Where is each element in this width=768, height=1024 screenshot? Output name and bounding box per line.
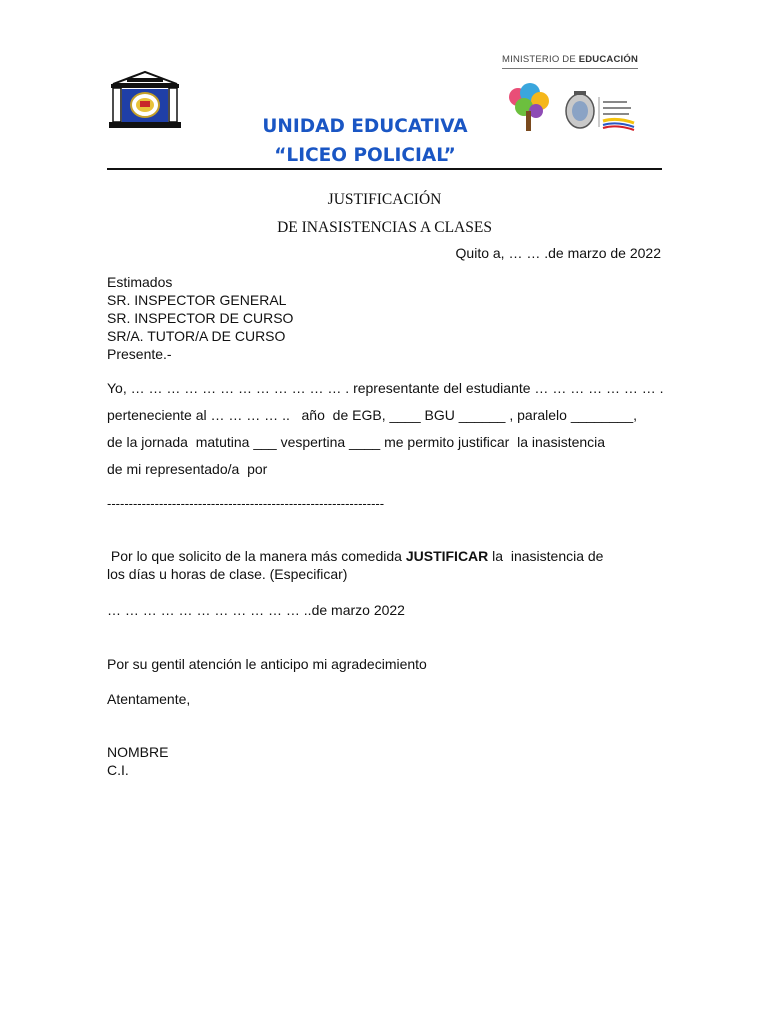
gobierno-logo-icon <box>599 97 634 130</box>
ministry-label: MINISTERIO DE EDUCACIÓN <box>502 54 638 69</box>
justificar-word: JUSTIFICAR <box>405 548 489 564</box>
addressee-line: Presente.- <box>107 346 172 362</box>
id-label: C.I. <box>107 762 129 778</box>
document-title-line-2: DE INASISTENCIAS A CLASES <box>277 219 492 236</box>
date-line: Quito a, … … .de marzo de 2022 <box>455 245 661 261</box>
ministry-logo-block <box>502 54 638 141</box>
body-line-2: perteneciente al … … … … .. año de EGB, ____ BGU ______ , paralelo ________, <box>107 407 637 423</box>
thanks-line: Por su gentil atención le anticipo mi agradecimiento <box>107 656 427 672</box>
school-name-line-2: “LICEO POLICIAL” <box>274 145 456 166</box>
addressee-line: SR/A. TUTOR/A DE CURSO <box>107 328 286 344</box>
reason-blank-line: ---------------------------------------------------------------- <box>107 496 385 511</box>
document-title-line-1: JUSTIFICACIÓN <box>327 191 442 208</box>
addressee-line: SR. INSPECTOR GENERAL <box>107 292 287 308</box>
addressee-line: SR. INSPECTOR DE CURSO <box>107 310 294 326</box>
header-divider <box>107 168 662 170</box>
request-line-2: los días u horas de clase. (Especificar) <box>107 566 348 582</box>
coat-of-arms-icon <box>566 91 594 128</box>
request-line-1: Por lo que solicito de la manera más comedida JUSTIFICAR la inasistencia de <box>107 548 604 564</box>
body-line-3: de la jornada matutina ___ vespertina ____ me permito justificar la inasistencia <box>107 434 606 450</box>
body-line-1: Yo, … … … … … … … … … … … … . representante del estudiante … … … … … … … . <box>107 380 664 396</box>
document-title <box>107 186 662 242</box>
tree-logo-icon <box>509 83 549 131</box>
body-line-4: de mi representado/a por <box>107 461 268 477</box>
school-crest-logo <box>107 70 183 130</box>
name-label: NOMBRE <box>107 744 169 760</box>
school-name-line-1: UNIDAD EDUCATIVA <box>262 116 468 137</box>
addressees-block <box>107 273 293 363</box>
closing-line: Atentamente, <box>107 691 191 707</box>
addressee-line: Estimados <box>107 274 173 290</box>
school-name <box>230 112 500 170</box>
date-blank-line: … … … … … … … … … … … ..de marzo 2022 <box>107 602 405 618</box>
ministry-logos <box>502 83 638 141</box>
